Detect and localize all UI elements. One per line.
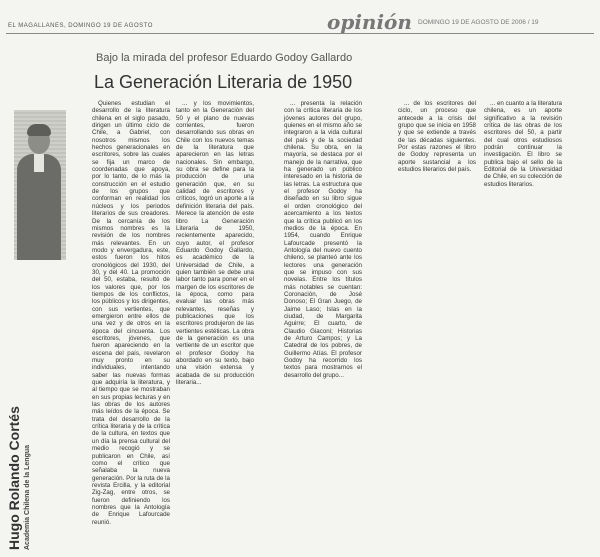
author-affiliation: Academia Chilena de la Lengua [24, 444, 31, 550]
article-column-5 [484, 100, 562, 188]
author-photo [14, 110, 66, 260]
author-byline [5, 300, 41, 550]
section-name: opinión [327, 10, 412, 34]
column-text: Quienes estudian el desarrollo de la literatura chilena en el siglo pasado, dirigen un último ciclo de Chile, a Gabriel, con nosotros mismos los hechos generacionales en escritores, sobre las cuales se fija un marco de coordenadas que apoya, por lo tanto, de lo más la construcción en el estudio de los grupos que conforman en realidad los núcleos y los periodos literarios de sus creadores. De la cercanía de los mismos nombres es la revisión de los nombres más relevantes. En un modo y envergadura, este, estos fueron los hitos cronológicos del 1930, del 30, y del 40. La promoción del 50, estaba, resultó de los valores que, por los tiempos de los conflictos, los públicos y los dirigentes, con sus vertientes, que emergieron entre ellos de una vez y de otros en la época del cincuenta. Los escritores, jóvenes, que fueron apareciendo en la escena del país, revelaron muy pronto en su individuales, intentando saber las nuevas formas que adquiría la literatura, y al tiempo que se mostraban en sus propias lecturas y en las obras de los autores más leídos de la época. Se trata del desarrollo de la crítica literaria y de la crítica de la cultura, en textos que un día la prensa cultural del medio recogió y se publicaron en Chile, así como el crítico que señalaba la nueva generación. Por la ruta de la revista Ercilla, y la editorial Zig-Zag, entre otros, se fueron definiendo los nombres que la Antología de Enrique Lafourcade reunió. [92, 100, 170, 526]
column-text: ... de los escritores del ciclo, un proceso que antecede a la crisis del grupo que se inicia en 1958 y que se extiende a través de las décadas siguientes. Por estas razones el libro de Godoy representa un aporte sustancial a los estudios literarios del país. [398, 100, 476, 174]
article-column-1 [92, 100, 170, 552]
article-column-2 [176, 100, 254, 552]
article-subtitle: Bajo la mirada del profesor Eduardo Godoy Gallardo [96, 52, 353, 64]
article-column-3 [284, 100, 362, 550]
column-text: ... y los movimientos, tanto en la Generación del 50 y el plano de nuevas corrientes, fueron desarrollando sus obras en Chile con los nuevos temas de la literatura que aparecieron en las letras nacionales. Sin embargo, su obra se define para la producción de una generación que, en su calidad de escritores y críticos, logró un aporte a la definición literaria del país. Merece la atención de este libro La Generación Literaria de 1950, recientemente aparecido, cuyo autor, el profesor Eduardo Godoy Gallardo, es académico de la Universidad de Chile, a quien también se debe una labor tanto para poner en el margen de los escritores de la época, como para evaluar las obras más relevantes, reseñas y publicaciones que los escritores produjeron de las vertientes estéticas. La obra de la generación es una vertiente de un escritor que el profesor Godoy ha abordado en su texto, bajo una visión extensa y acabada de su producción literaria... [176, 100, 254, 387]
author-name: Hugo Rolando Cortés [6, 406, 22, 550]
masthead-left: EL MAGALLANES, DOMINGO 19 DE AGOSTO [8, 23, 153, 29]
article-title: La Generación Literaria de 1950 [94, 72, 353, 92]
masthead-date: DOMINGO 19 DE AGOSTO DE 2006 / 19 [418, 19, 539, 26]
column-text: ... presenta la relación con la crítica literaria de los jóvenes autores del grupo, quienes en el mismo año se integraron a la vida cultural del país y de la sociedad chilena. Su obra, en la mayoría, se destaca por el manejo de la narrativa, que ha generado un público interesado en la historia de las letras. La estructura que el profesor Godoy ha diseñado en su libro sigue el orden cronológico del acercamiento a los textos que la crítica publicó en los medios de la época. En 1954, cuando Enrique Lafourcade presentó la Antología del nuevo cuento chileno, se planteó ante los lectores una generación que se impuso con sus novelas. Entre los títulos más notables se cuentan: Coronación, de José Donoso; El Gran Juego, de Jaime Laso; Islas en la ciudad, de Margarita Aguirre; El cuarto, de Claudio Giaconi; Historias de Arturo Campos; y La Catedral de los pobres, de Guillermo Atías. El profesor Godoy ha recorrido los textos para mostrarnos el desarrollo del grupo... [284, 100, 362, 379]
article-column-4 [398, 100, 476, 186]
column-text: ... en cuanto a la literatura chilena, es un aporte significativo a la revisión crítica de las obras de los escritores del 50, a partir del cual otros estudiosos podrán continuar la investigación. El libro se publica bajo el sello de la Editorial de la Universidad de Chile, en su colección de estudios literarios. [484, 100, 562, 188]
header-rule [6, 33, 594, 34]
